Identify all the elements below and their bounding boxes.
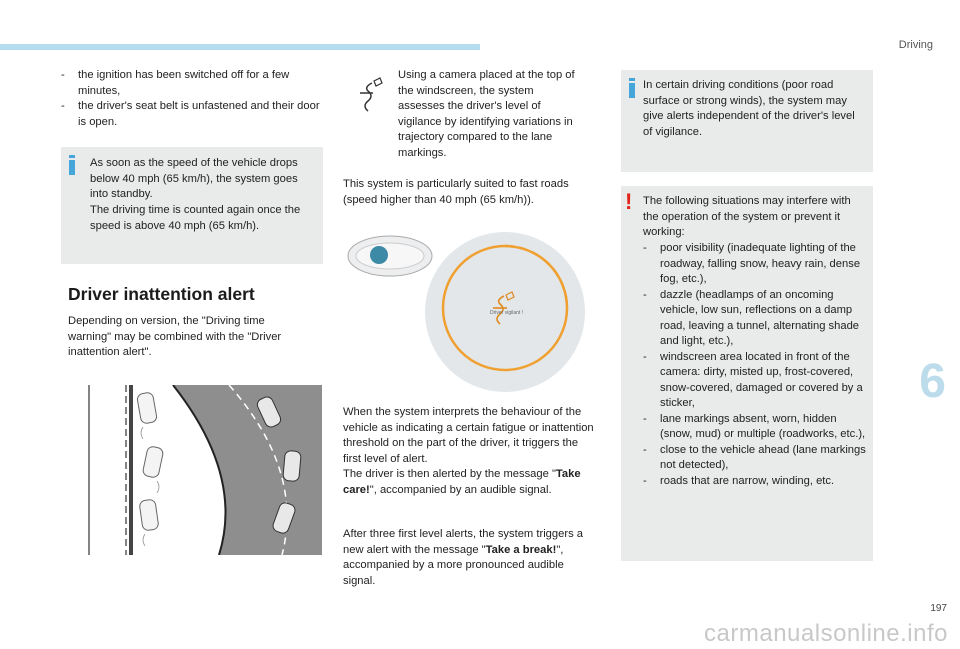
take-care-suffix: ", accompanied by an audible signal. [369,483,552,496]
camera-text: Using a camera placed at the top of the windscreen, the system assesses the driver's level of vigilance by identifying variations in trajectory compared to the lane markings. [398,69,575,159]
second-alert-text [343,527,595,589]
take-break-message: Take a break! [485,543,557,556]
info-icon [629,78,635,98]
list-item: - the driver's seat belt is unfastened and their door is open. [61,99,323,130]
display-caption: Driver vigilant ! [490,310,524,316]
driving-time-text: The driving time is counted again once the speed is above 40 mph (65 km/h). [90,204,301,232]
top-accent-bar [0,44,480,50]
first-alert-paragraph: When the system interprets the behaviour of the vehicle as indicating a certain fatigue or inattention threshold on the part of the driver, it triggers the first level of alert. [343,406,594,465]
watermark: carmanualsonline.info [704,620,948,647]
first-alert-text [343,405,595,498]
list-item: - roads that are narrow, winding, etc. [643,474,868,490]
warning-icon: ! [625,189,633,214]
instrument-display-illustration [345,224,595,392]
conditions-text: In certain driving conditions (poor road surface or strong winds), the system may give alerts independent of the driver's level of vigilance. [643,79,855,138]
list-item: - lane markings absent, worn, hidden (snow, mud) or multiple (roadworks, etc.), [643,412,868,443]
take-break-suffix: ", accompanied by a more pronounced audible signal. [343,543,564,587]
take-care-message: Take care! [343,468,581,496]
info-box-conditions [621,70,873,172]
ignition-list [61,68,323,130]
list-item: - dazzle (headlamps of an oncoming vehicle, low sun, reflections on a damp road, leaving a tunnel, alternating shade and light, etc.), [643,288,868,350]
chapter-title: Driving [898,39,933,51]
list-item: - windscreen area located in front of the camera: dirty, misted up, frost-covered, snow-covered, damaged or covered by a sticker, [643,350,868,412]
chapter-number: 6 [919,355,946,408]
intro-text: Depending on version, the "Driving time warning" may be combined with the "Driver inattention alert". [68,315,282,358]
take-care-prefix: The driver is then alerted by the message " [343,468,556,480]
take-break-prefix: After three first level alerts, the system triggers a new alert with the message " [343,528,583,556]
list-item: - poor visibility (inadequate lighting of the roadway, falling snow, heavy rain, dense fog, etc.), [643,241,868,288]
take-care-paragraph [343,467,595,498]
driver-attention-icon [356,77,386,113]
camera-housing [348,236,432,276]
page-number: 197 [930,603,947,614]
list-item: - close to the vehicle ahead (lane markings not detected), [643,443,868,474]
warning-box [621,186,873,561]
list-item: - the ignition has been switched off for a few minutes, [61,68,323,99]
road-lane-illustration [69,385,322,555]
suited-text: This system is particularly suited to fast roads (speed higher than 40 mph (65 km/h)). [343,178,569,206]
info-box-standby [61,147,323,264]
section-heading: Driver inattention alert [68,284,255,304]
standby-text: As soon as the speed of the vehicle drops below 40 mph (65 km/h), the system goes into standby. [90,157,298,200]
warning-list [643,241,868,489]
warning-intro: The following situations may interfere with the operation of the system or prevent it working: [643,195,851,238]
info-icon [69,155,75,175]
